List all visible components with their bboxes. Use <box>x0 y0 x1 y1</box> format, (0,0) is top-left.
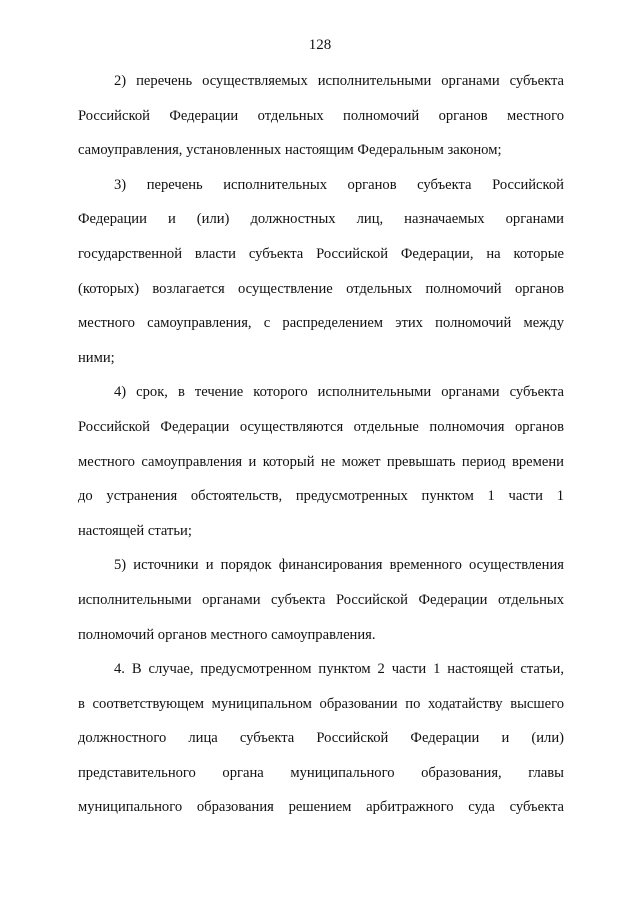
text-line: местного самоуправления и который не может превышать период времени <box>78 453 564 470</box>
text-line: 4. В случае, предусмотренном пунктом 2 части 1 настоящей статьи, <box>114 661 564 678</box>
text-line: 3) перечень исполнительных органов субъекта Российской <box>114 176 564 193</box>
text-line: 4) срок, в течение которого исполнительными органами субъекта <box>114 384 564 401</box>
text-line: ними; <box>78 349 115 366</box>
text-line: представительного органа муниципального образования, главы <box>78 764 564 781</box>
text-line: (которых) возлагается осуществление отдельных полномочий органов <box>78 280 564 297</box>
text-line: муниципального образования решением арбитражного суда субъекта <box>78 799 564 816</box>
text-line: государственной власти субъекта Российской Федерации, на которые <box>78 245 564 262</box>
text-line: Российской Федерации отдельных полномочий органов местного <box>78 107 564 124</box>
text-line: должностного лица субъекта Российской Федерации и (или) <box>78 730 564 747</box>
text-line: полномочий органов местного самоуправления. <box>78 626 376 643</box>
text-line: 5) источники и порядок финансирования временного осуществления <box>114 557 564 574</box>
text-line: самоуправления, установленных настоящим Федеральным законом; <box>78 142 502 159</box>
text-line: местного самоуправления, с распределением этих полномочий между <box>78 315 564 332</box>
text-line: исполнительными органами субъекта Российской Федерации отдельных <box>78 591 564 608</box>
page-number: 128 <box>308 37 332 53</box>
text-line: 2) перечень осуществляемых исполнительными органами субъекта <box>114 73 564 89</box>
text-line: до устранения обстоятельств, предусмотренных пунктом 1 части 1 <box>78 488 564 505</box>
document-body <box>78 64 564 825</box>
text-line: Федерации и (или) должностных лиц, назначаемых органами <box>78 211 564 228</box>
text-line: настоящей статьи; <box>78 522 192 539</box>
text-line: Российской Федерации осуществляются отдельные полномочия органов <box>78 418 564 435</box>
text-line: в соответствующем муниципальном образовании по ходатайству высшего <box>78 695 564 712</box>
